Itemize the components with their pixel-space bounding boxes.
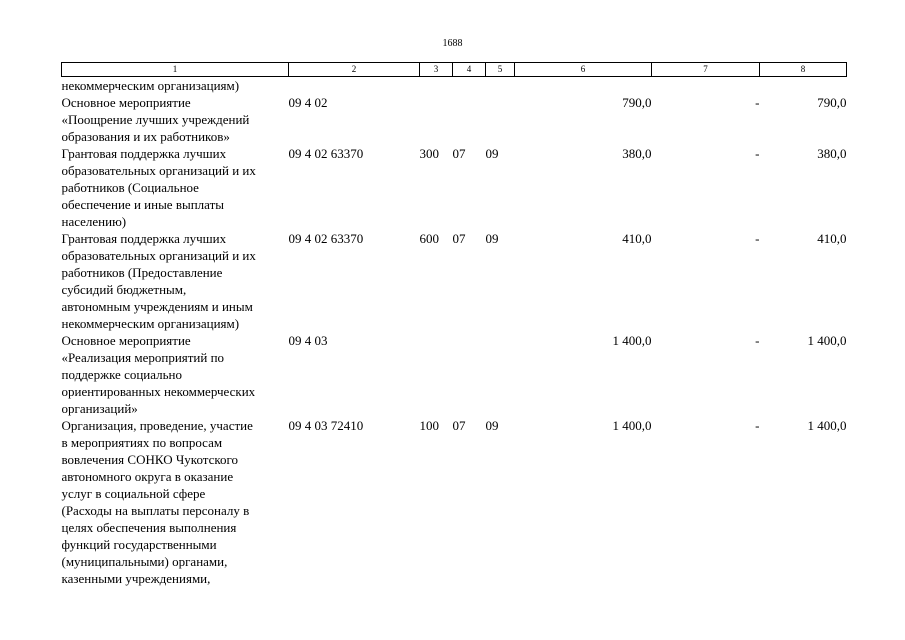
row-amount-col-7: - <box>755 333 760 348</box>
row-name-line: некоммерческим организациям) <box>61 316 240 331</box>
row-name-line: Основное мероприятие <box>61 333 191 348</box>
table-row <box>62 94 847 145</box>
row-amount-col-6 <box>515 77 652 95</box>
row-name-line: услуг в социальной сфере <box>61 486 206 501</box>
row-subsection <box>486 77 515 95</box>
row-subsection: 09 <box>485 418 499 433</box>
table-header <box>62 63 847 77</box>
row-subsection <box>486 332 515 417</box>
row-amount-col-8: 1 400,0 <box>807 333 847 348</box>
row-amount-col-7: - <box>755 146 760 161</box>
row-expense-type: 600 <box>419 231 439 246</box>
row-name-line: работников (Социальное <box>61 180 199 195</box>
row-amount-col-8: 790,0 <box>817 95 847 110</box>
row-name-line: поддержке социально <box>61 367 183 382</box>
row-name-line: Организация, проведение, участие <box>61 418 253 433</box>
row-name-line: «Поощрение лучших учреждений <box>61 112 250 127</box>
table-body <box>62 77 847 588</box>
row-name-line: вовлечения СОНКО Чукотского <box>61 452 239 467</box>
row-name-line: Основное мероприятие <box>61 95 191 110</box>
row-name <box>62 230 289 332</box>
page-number: 1688 <box>442 38 463 49</box>
header-col-8: 8 <box>760 63 847 77</box>
header-col-7: 7 <box>652 63 760 77</box>
row-name <box>62 332 289 417</box>
row-amount-col-6: 790,0 <box>622 95 652 110</box>
table-row <box>62 417 847 587</box>
row-name-line: образовательных организаций и их <box>61 248 256 263</box>
header-col-2: 2 <box>289 63 420 77</box>
row-section <box>453 77 486 95</box>
row-amount-col-6: 410,0 <box>622 231 652 246</box>
row-expense-type <box>420 77 453 95</box>
row-amount-col-6: 1 400,0 <box>612 418 652 433</box>
row-code: 09 4 02 <box>288 95 328 110</box>
header-col-6: 6 <box>515 63 652 77</box>
row-name-line: организаций» <box>61 401 138 416</box>
row-expense-type <box>420 94 453 145</box>
row-amount-col-8: 410,0 <box>817 231 847 246</box>
row-name <box>62 417 289 587</box>
header-col-3: 3 <box>420 63 453 77</box>
row-amount-col-6: 1 400,0 <box>612 333 652 348</box>
row-code: 09 4 02 63370 <box>288 146 364 161</box>
table-row <box>62 332 847 417</box>
header-col-4: 4 <box>453 63 486 77</box>
row-amount-col-8 <box>760 77 847 95</box>
header-col-1: 1 <box>62 63 289 77</box>
row-section <box>453 94 486 145</box>
row-name-line: (муниципальными) органами, <box>61 554 228 569</box>
row-name-line: автономным учреждениям и иным <box>61 299 253 314</box>
row-name-line: Грантовая поддержка лучших <box>61 146 227 161</box>
row-section <box>453 332 486 417</box>
header-row <box>62 63 847 77</box>
row-name <box>62 77 289 95</box>
row-section: 07 <box>452 418 466 433</box>
row-name-line: населению) <box>61 214 127 229</box>
row-name-line: обеспечение и иные выплаты <box>61 197 224 212</box>
row-name-line: целях обеспечения выполнения <box>61 520 237 535</box>
row-section: 07 <box>452 231 466 246</box>
row-subsection: 09 <box>485 231 499 246</box>
row-name-line: автономного округа в оказание <box>61 469 234 484</box>
row-expense-type: 300 <box>419 146 439 161</box>
table-row <box>62 145 847 230</box>
row-code <box>289 77 420 95</box>
row-name-line: (Расходы на выплаты персоналу в <box>61 503 250 518</box>
row-name-line: образовательных организаций и их <box>61 163 256 178</box>
row-name-line: образования и их работников» <box>61 129 230 144</box>
row-subsection: 09 <box>485 146 499 161</box>
row-name-line: некоммерческим организациям) <box>61 78 240 93</box>
row-amount-col-7: - <box>755 418 760 433</box>
row-amount-col-7: - <box>755 231 760 246</box>
row-name-line: работников (Предоставление <box>61 265 223 280</box>
table-row <box>62 77 847 95</box>
row-name-line: функций государственными <box>61 537 217 552</box>
row-name-line: субсидий бюджетным, <box>61 282 187 297</box>
row-amount-col-6: 380,0 <box>622 146 652 161</box>
header-col-5: 5 <box>486 63 515 77</box>
row-amount-col-8: 1 400,0 <box>807 418 847 433</box>
row-expense-type: 100 <box>419 418 439 433</box>
row-name <box>62 94 289 145</box>
table-row <box>62 230 847 332</box>
row-subsection <box>486 94 515 145</box>
row-expense-type <box>420 332 453 417</box>
row-name-line: Грантовая поддержка лучших <box>61 231 227 246</box>
row-name-line: «Реализация мероприятий по <box>61 350 225 365</box>
row-amount-col-8: 380,0 <box>817 146 847 161</box>
row-code: 09 4 02 63370 <box>288 231 364 246</box>
row-name-line: ориентированных некоммерческих <box>61 384 256 399</box>
budget-table <box>61 62 847 587</box>
row-name-line: в мероприятиях по вопросам <box>61 435 223 450</box>
row-code: 09 4 03 <box>288 333 328 348</box>
row-code: 09 4 03 72410 <box>288 418 364 433</box>
row-amount-col-7 <box>652 77 760 95</box>
row-name-line: казенными учреждениями, <box>61 571 211 586</box>
row-name <box>62 145 289 230</box>
row-section: 07 <box>452 146 466 161</box>
row-amount-col-7: - <box>755 95 760 110</box>
